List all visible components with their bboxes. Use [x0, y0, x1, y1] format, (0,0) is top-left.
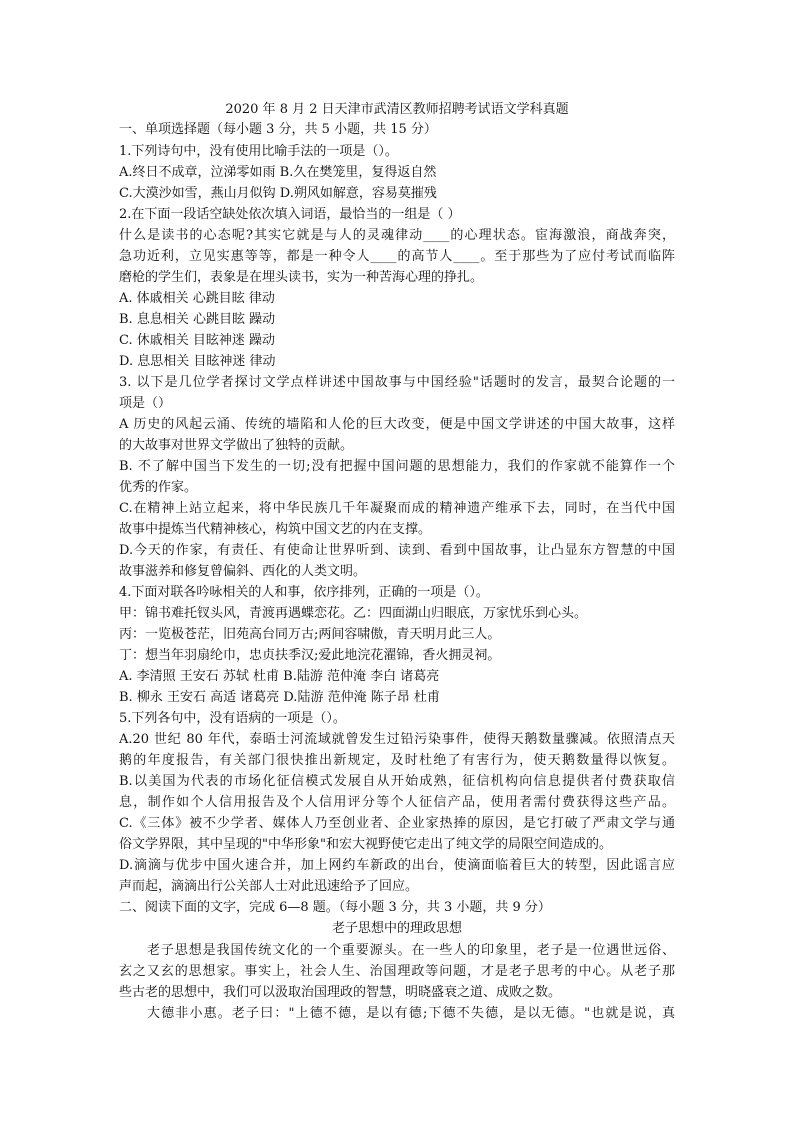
article-paragraph-line: 老子思想是我国传统文化的一个重要源头。在一些人的印象里，老子是一位遇世远俗、 — [147, 943, 675, 958]
option-line: B. 息息相关 心跳目眩 躁动 — [119, 312, 276, 327]
couplet-line: 丁：想当年羽扇纶巾，忠贞扶季汉;爱此地浣花濯锦，香火拥灵祠。 — [119, 648, 501, 663]
question-line: 3. 以下是几位学者探讨文学点样讲述中国故事与中国经验"话题时的发言，最契合论题的一 — [119, 375, 675, 390]
option-line: A.终日不成章，泣涕零如雨 B.久在樊笼里，复得返自然 — [119, 165, 437, 180]
article-paragraph-line: 大德非小惠。老子曰："上德不德，是以有德;下德不失德，是以无德。"也就是说，真 — [147, 1006, 675, 1021]
option-line: 息，制作如个人信用报告及个人信用评分等个人征信产品，使用者需付费获得这些产品。 — [119, 795, 675, 810]
option-line: D.今天的作家，有责任、有使命让世界听到、读到、看到中国故事，让凸显东方智慧的中国 — [119, 543, 675, 558]
option-line: B. 不了解中国当下发生的一切;没有把握中国问题的思想能力，我们的作家就不能算作一个 — [119, 459, 675, 474]
option-line: A. 体戚相关 心跳目眩 律动 — [119, 291, 275, 306]
option-line: C.在精神上站立起来，将中华民族几千年凝聚而成的精神遗产维承下去，同时，在当代中国 — [119, 501, 675, 516]
option-line: A 历史的风起云涌、传统的墙陷和人伦的巨大改变，便是中国文学讲述的中国大故事，这样 — [119, 417, 675, 432]
passage-line: 什么是读书的心态呢?其实它就是与人的灵魂律动____的心理状态。宦海激浪，商战奔突， — [119, 228, 675, 243]
option-line: 俗文学界限，其中呈现的"中华形象"和宏大视野使它走出了纯文学的局限空间造成的。 — [119, 837, 612, 852]
question-line: 4.下面对联各吟咏相关的人和事，依序排列，正确的一项是（）。 — [119, 585, 489, 600]
option-line: 故事滋养和修复曾偏斜、西化的人类文明。 — [119, 564, 367, 579]
article-title: 老子思想中的理政思想 — [331, 921, 462, 936]
option-line: 优秀的作家。 — [119, 480, 198, 495]
option-line: A.20 世纪 80 年代，泰晤士河流域就曾发生过铅污染事件，使得天鹅数量骤减。依照清点天 — [119, 732, 675, 747]
option-line: B. 柳永 王安石 高适 诸葛亮 D.陆游 范仲淹 陈子昂 杜甫 — [119, 690, 440, 705]
option-line: C.大漠沙如雪，燕山月似钩 D.朔风如解意，容易莫摧残 — [119, 186, 437, 201]
option-line: 故事中提炼当代精神核心，构筑中国文艺的内在支撑。 — [119, 522, 432, 537]
section-heading: 二、阅读下面的文字，完成 6—8 题。（每小题 3 分，共 3 小题，共 9 分） — [119, 900, 551, 915]
section-heading: 一、单项选择题（每小题 3 分，共 5 小题，共 15 分） — [119, 122, 437, 137]
option-line: 鹅的年度报告，有关部门很快推出新规定，及时杜绝了有害行为，使天鹅数量得以恢复。 — [119, 753, 675, 768]
article-paragraph-line: 玄之又玄的思想家。事实上，社会人生、治国理政等问题，才是老子思考的中心。从老子那 — [119, 964, 675, 979]
page-title: 2020 年 8 月 2 日天津市武清区教师招聘考试语文学科真题 — [225, 102, 569, 117]
option-line: 声而起，滴滴出行公关部人士对此迅速给予了回应。 — [119, 879, 419, 894]
option-line: A. 李清照 王安石 苏轼 杜甫 B.陆游 范仲淹 李白 诸葛亮 — [119, 669, 440, 684]
option-line: D. 息思相关 目眩神迷 律动 — [119, 354, 276, 369]
passage-line: 急功近利，立见实惠等等，都是一种令人____的高节人____。至于那些为了应付考试而临阵 — [119, 249, 675, 264]
couplet-line: 甲：锦书难托钗头风，青渡再遇蝶恋花。乙：四面湖山归眼底，万家忧乐到心头。 — [119, 606, 588, 621]
question-line: 2.在下面一段话空缺处依次填入词语，最恰当的一组是（ ） — [119, 207, 461, 222]
question-line: 项是（） — [119, 396, 172, 411]
option-line: C.《三体》被不少学者、媒体人乃至创业者、企业家热捧的原因，是它打破了严肃文学与通 — [119, 816, 675, 831]
passage-line: 磨枪的学生们，表象是在埋头读书，实为一种苦海心理的挣扎。 — [119, 270, 484, 285]
option-line: 的大故事对世界文学做出了独特的贡献。 — [119, 438, 354, 453]
option-line: D.滴滴与优步中国火速合并，加上网约车新政的出台，使滴面临着巨大的转型，因此谣言应 — [119, 858, 675, 873]
article-paragraph-line: 些古老的思想中，我们可以汲取治国理政的智慧，明晓盛衰之道、成败之数。 — [119, 985, 562, 1000]
question-line: 1.下列诗句中，没有使用比喻手法的一项是（）。 — [119, 144, 398, 159]
couplet-line: 丙：一览极苍茫，旧苑高台同万古;两间容啸傲，青天明月此三人。 — [119, 627, 501, 642]
option-line: C. 休戚相关 目眩神迷 躁动 — [119, 333, 276, 348]
question-line: 5.下列各句中，没有语病的一项是（）。 — [119, 711, 346, 726]
option-line: B.以美国为代表的市场化征信模式发展自从开始成熟，征信机构向信息提供者付费获取信 — [119, 774, 675, 789]
